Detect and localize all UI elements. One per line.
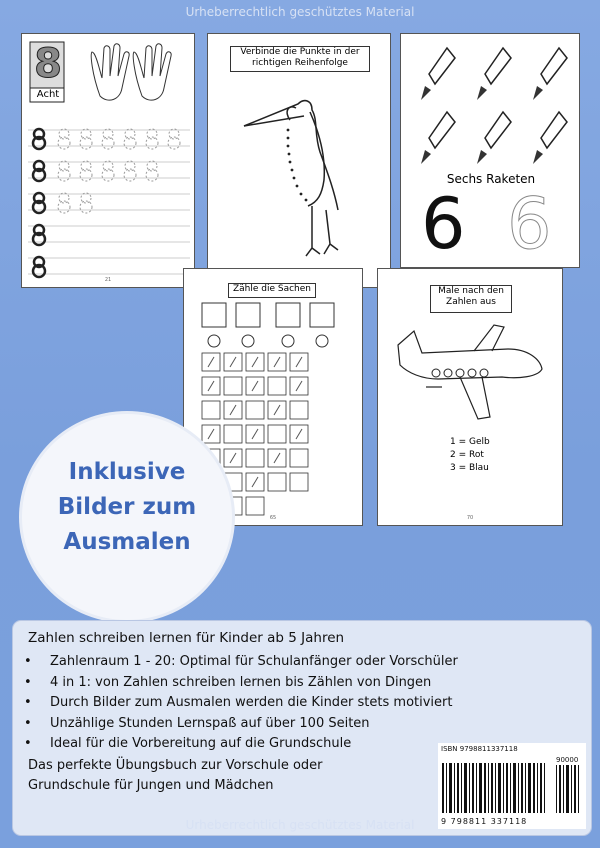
rockets-caption: Sechs Raketen bbox=[446, 172, 536, 186]
isbn-label: ISBN 9798811337118 bbox=[441, 745, 518, 753]
bullet-item: • Durch Bilder zum Ausmalen werden die Kinder stets motiviert bbox=[24, 695, 453, 710]
page-number: 65 bbox=[269, 515, 277, 521]
page-rockets bbox=[400, 33, 580, 268]
word-acht: Acht bbox=[36, 89, 60, 100]
legend-2: 2 = Rot bbox=[450, 450, 484, 460]
page-number-eight bbox=[21, 33, 195, 288]
watermark-top: Urheberrechtlich geschütztes Material bbox=[185, 5, 415, 19]
badge-line-1: Inklusive bbox=[68, 459, 186, 485]
big-digit-eight: 8 bbox=[34, 41, 62, 87]
page-title: Verbinde die Punkte in der richtigen Reihenfolge bbox=[230, 46, 370, 72]
badge-text bbox=[22, 455, 232, 560]
airplane-art bbox=[378, 269, 564, 429]
bullet-item: • Ideal für die Vorbereitung auf die Grundschule bbox=[24, 736, 352, 751]
footer-line-2: Grundschule für Jungen und Mädchen bbox=[28, 778, 274, 793]
page-title: Male nach den Zahlen aus bbox=[430, 285, 512, 313]
page-color-numbers bbox=[377, 268, 563, 526]
headline: Zahlen schreiben lernen für Kinder ab 5 Jahren bbox=[28, 630, 345, 646]
bullet-item: • Zahlenraum 1 - 20: Optimal für Schulanfänger oder Vorschüler bbox=[24, 654, 458, 669]
legend-1: 1 = Gelb bbox=[450, 437, 490, 447]
footer-line-1: Das perfekte Übungsbuch zur Vorschule oder bbox=[28, 758, 323, 773]
page-connect-dots bbox=[207, 33, 391, 288]
bullet-item: • Unzählige Stunden Lernspaß auf über 100 Seiten bbox=[24, 715, 370, 731]
bullet-item: • 4 in 1: von Zahlen schreiben lernen bis Zählen von Dingen bbox=[24, 674, 432, 690]
rockets-art bbox=[401, 34, 581, 194]
digit-six: 6 bbox=[421, 183, 466, 265]
bullet-list bbox=[24, 652, 458, 755]
page-number: 70 bbox=[466, 515, 474, 521]
barcode-digits: 9 798811 337118 bbox=[441, 817, 528, 826]
footer-text bbox=[28, 756, 323, 796]
legend-3: 3 = Blau bbox=[450, 463, 489, 473]
badge-line-3: Ausmalen bbox=[63, 529, 191, 555]
page-number: 21 bbox=[104, 277, 112, 283]
digit-six-traced: 6 bbox=[507, 183, 552, 265]
page-title: Zähle die Sachen bbox=[228, 283, 316, 298]
badge-line-2: Bilder zum bbox=[57, 494, 197, 520]
watermark-bottom: Urheberrechtlich geschütztes Material bbox=[185, 818, 415, 832]
bird-dot-art bbox=[208, 34, 392, 289]
price-code: 90000 bbox=[556, 756, 579, 764]
